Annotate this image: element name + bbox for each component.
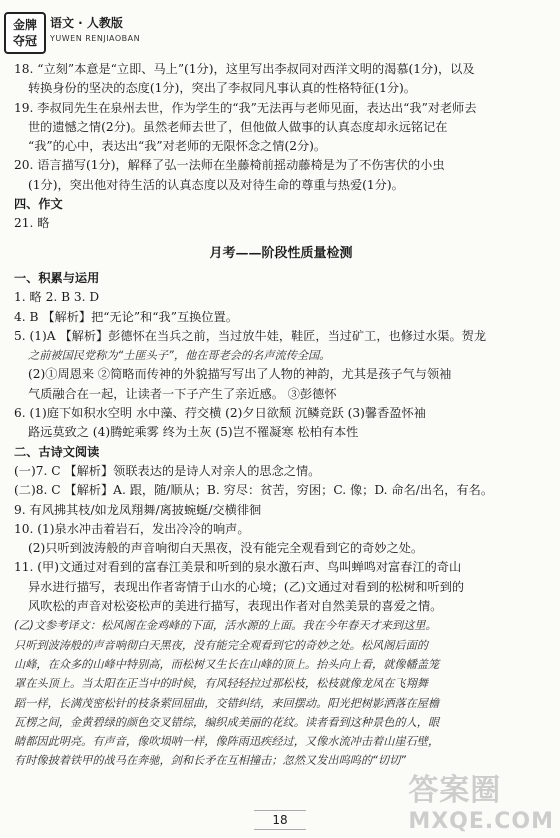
- text-line: 9. 有风拂其枝/如龙凤翔舞/离披蜿蜒/交横徘徊: [14, 502, 262, 517]
- text-line: 四、作文: [14, 197, 63, 212]
- header-subtitle: YUWEN RENJIAOBAN: [50, 34, 141, 43]
- text-line: 世的遗憾之情(2分)。虽然老师去世了，但他做人做事的认真态度却永远铭记在: [28, 119, 448, 134]
- text-line: 瓦楞之间，金黄碧绿的颜色交叉错综，编织成美丽的花纹。读者看到这种景色的人，眼: [14, 715, 440, 729]
- text-line: (二)8. C 【解析】A. 跟，随/顺从；B. 穷尽：贫苦，穷困；C. 像；D. 命名/出名，有名。: [14, 483, 494, 498]
- text-line: 10. (1)泉水冲击着岩石，发出冷冷的响声。: [14, 521, 250, 536]
- text-line: 6. (1)庭下如积水空明 水中藻、荇交横 (2)夕日欲颓 沉鳞竞跃 (3)馨香盈怀袖: [14, 406, 426, 421]
- page-content: [14, 60, 548, 771]
- text-line: 20. 语言描写(1分)，解释了弘一法师在坐藤椅前摇动藤椅是为了不伤害伏的小虫: [14, 158, 445, 173]
- text-line: 11. (甲)文通过对看到的富春江美景和听到的泉水激石声、鸟叫蝉鸣对富春江的奇山: [14, 560, 462, 575]
- translation-text: [14, 616, 548, 770]
- text-line: 转换身份的坚决的态度(1分)，突出了李叔同凡事认真的性格特征(1分)。: [28, 81, 416, 96]
- section-title: 月考——阶段性质量检测: [209, 245, 353, 261]
- text-line: 18. “立刻”本意是“立即、马上”(1分)，这里写出李叔同对西洋文明的渴慕(1分)，以及: [14, 62, 475, 76]
- text-line: 21. 略: [14, 216, 50, 231]
- watermark: [408, 765, 554, 834]
- part2-title: 二、古诗文阅读: [14, 444, 100, 459]
- text-line: 罩在头顶上。当太阳在正当中的时候，有风轻轻拉过那松枝，松枝就像龙凤在飞翔舞: [14, 677, 428, 691]
- text-line: 4. B 【解析】把“无论”和“我”互换位置。: [14, 309, 238, 324]
- text-line: 19. 李叔同先生在泉州去世，作为学生的“我”无法再与老师见面，表达出“我”对老师去: [14, 100, 477, 115]
- text-line: 异水进行描写，表现出作者寄情于山水的心境；(乙)文通过对看到的松树和听到的: [28, 579, 465, 594]
- text-line: (2)只听到波涛般的声音响彻白天黑夜，没有能完全观看到它的奇妙之处。: [28, 541, 424, 556]
- page-header: [0, 0, 560, 56]
- text-line: 山峰，在众多的山峰中特别高，而松树又生长在山峰的顶上。抬头向上看，就像幡盖笼: [14, 657, 440, 671]
- text-line: (乙)文参考译文：松风阁在金鸡峰的下面，活水源的上面。我在今年春天才来到这里。: [14, 619, 437, 633]
- part2-answers: [14, 462, 548, 616]
- text-line: 风吹松的声音对松姿松声的美进行描写，表现出作者对自然美景的喜爱之情。: [28, 599, 443, 614]
- text-line: 1. 略 2. B 3. D: [14, 290, 100, 305]
- text-line: 之前被国民党称为“土匪头子”，他在哥老会的名声流传全国。: [28, 349, 331, 363]
- text-line: “我”的心中，表达出“我”对老师的无限怀念之情(2分)。: [28, 139, 327, 154]
- answers-top: [14, 60, 548, 234]
- part1-title: 一、积累与运用: [14, 270, 100, 285]
- watermark-line1: 答案圈: [408, 773, 502, 808]
- text-line: 有时像披着铁甲的战马在奔驰，剑和长矛在互相撞击；忽然又发出呜呜的“切切”: [14, 754, 406, 768]
- text-line: 蹈一样，长满茂密松针的枝条萦回屈曲，交错纠结，来回摆动。阳光把树影洒落在屋檐: [14, 696, 440, 710]
- text-line: 路远莫致之 (4)腾蛇乘雾 终为土灰 (5)岂不罹凝寒 松柏有本性: [28, 425, 359, 440]
- watermark-line2: MXQE.COM: [408, 809, 554, 834]
- text-line: (1分)，突出他对待生活的认真态度以及对待生命的尊重与热爱(1分)。: [28, 177, 404, 192]
- logo-line1: 金牌: [12, 18, 37, 32]
- logo: [4, 12, 46, 54]
- text-line: (一)7. C 【解析】领联表达的是诗人对亲人的思念之情。: [14, 463, 321, 478]
- text-line: 睛都因此明亮。有声音，像吹埙呐一样，像阵雨迅疾经过，又像水流冲击着山崖石壁，: [14, 735, 440, 749]
- part1-answers: [14, 288, 548, 442]
- header-title: 语文 · 人教版: [50, 16, 123, 30]
- text-line: 只听到波涛般的声音响彻白天黑夜，没有能完全观看到它的奇妙之处。松风阁后面的: [14, 638, 428, 652]
- text-line: 气质融合在一起，让读者一下子产生了亲近感。 ③彭德怀: [28, 386, 337, 401]
- text-line: 5. (1)A 【解析】彭德怀在当兵之前，当过放牛娃，鞋匠，当过矿工，也修过水渠。贺龙: [14, 328, 487, 343]
- logo-line2: 夺冠: [12, 34, 37, 48]
- text-line: (2)①周恩来 ②简略而传神的外貌描写写出了人物的神韵，尤其是孩子气与领袖: [28, 367, 452, 382]
- page-number: 18: [254, 810, 305, 830]
